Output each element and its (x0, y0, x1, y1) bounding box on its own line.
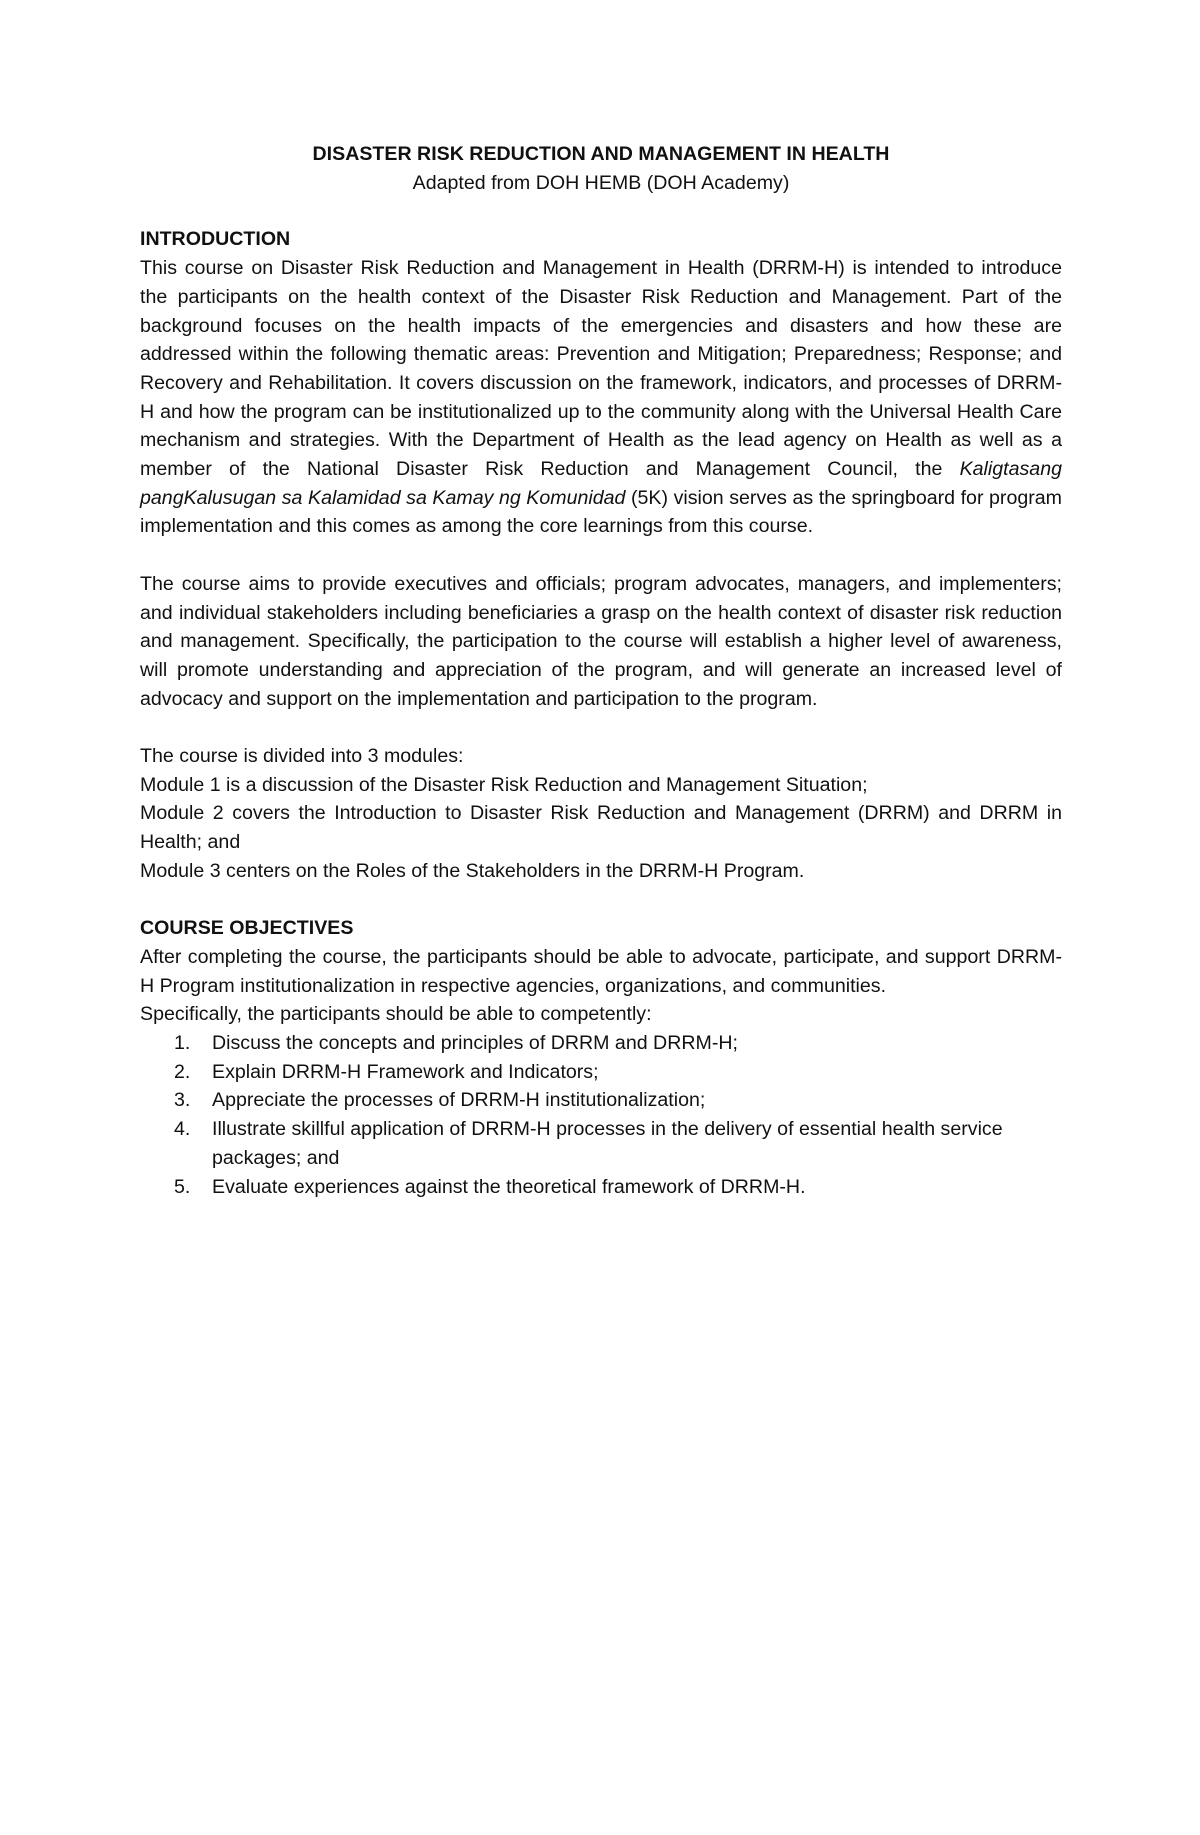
document-subtitle: Adapted from DOH HEMB (DOH Academy) (412, 171, 790, 194)
five-k-vision-name: Kaligtasang pangKalusugan sa Kalamidad sa Kamay ng Komunidad (140, 458, 1062, 509)
objective-item (140, 1086, 1062, 1115)
paragraph-spacer (140, 541, 1062, 570)
objective-number: 5. (174, 1175, 191, 1198)
course-objectives-heading: COURSE OBJECTIVES (140, 917, 354, 940)
module-2-line: Module 2 covers the Introduction to Disaster Risk Reduction and Management (DRRM) and DRRM in Health; and (140, 802, 1062, 854)
objective-text: Evaluate experiences against the theoretical framework of DRRM-H. (212, 1175, 806, 1198)
objective-number: 3. (174, 1089, 191, 1112)
objective-text: Illustrate skillful application of DRRM-H processes in the delivery of essential health service packages; and (212, 1118, 1003, 1169)
objectives-paragraph: After completing the course, the participants should be able to advocate, participate, and support DRRM-H Program institutionalization in respective agencies, organizations, and communities. (140, 945, 1062, 997)
document-title: DISASTER RISK REDUCTION AND MANAGEMENT IN HEALTH (312, 143, 890, 165)
objective-text: Appreciate the processes of DRRM-H institutionalization; (212, 1089, 706, 1112)
introduction-heading: INTRODUCTION (140, 228, 291, 251)
objective-item (140, 1115, 1062, 1172)
introduction-paragraph-1 (140, 254, 1062, 541)
objective-item (140, 1058, 1062, 1087)
objective-number: 1. (174, 1032, 191, 1055)
objective-number: 4. (174, 1118, 191, 1141)
module-3-line: Module 3 centers on the Roles of the Stakeholders in the DRRM-H Program. (140, 859, 805, 882)
introduction-paragraph-1-text-a: This course on Disaster Risk Reduction and Management in Health (DRRM-H) is intended to introduce the participants on the health context of the Disaster Risk Reduction and Management. Part of the background focuses on the health impacts of the emergencies and disasters and how these are addressed within the following thematic areas: Prevention and Mitigation; Preparedness; Response; and Recovery and Rehabilitation. It covers discussion on the framework, indicators, and processes of DRRM-H and how the program can be institutionalized up to the community along with the Universal Health Care mechanism and strategies. With the Department of Health as the lead agency on Health as well as a member of the National Disaster Risk Reduction and Management Council, the (140, 257, 1062, 481)
introduction-paragraph-2: The course aims to provide executives and officials; program advocates, managers, and implementers; and individual stakeholders including beneficiaries a grasp on the health context of disaster risk reduction and management. Specifically, the participation to the course will establish a higher level of awareness, will promote understanding and appreciation of the program, and will generate an increased level of advocacy and support on the implementation and participation to the program. (140, 572, 1062, 710)
modules-intro: The course is divided into 3 modules: (140, 745, 464, 768)
objective-item (140, 1029, 1062, 1058)
objective-number: 2. (174, 1060, 191, 1083)
document-page (140, 140, 1062, 1201)
module-1-line: Module 1 is a discussion of the Disaster Risk Reduction and Management Situation; (140, 773, 868, 796)
introduction-paragraph-1-text-b: (5K) vision serves as the springboard for program implementation and this comes as among the core learnings from this course. (140, 486, 1062, 538)
objective-text: Explain DRRM-H Framework and Indicators; (212, 1060, 599, 1083)
objectives-list (140, 1029, 1062, 1201)
paragraph-spacer (140, 886, 1062, 915)
paragraph-spacer (140, 713, 1062, 742)
objective-text: Discuss the concepts and principles of DRRM and DRRM-H; (212, 1032, 738, 1055)
objective-item (140, 1173, 1062, 1202)
objectives-lead: Specifically, the participants should be able to competently: (140, 1003, 652, 1026)
